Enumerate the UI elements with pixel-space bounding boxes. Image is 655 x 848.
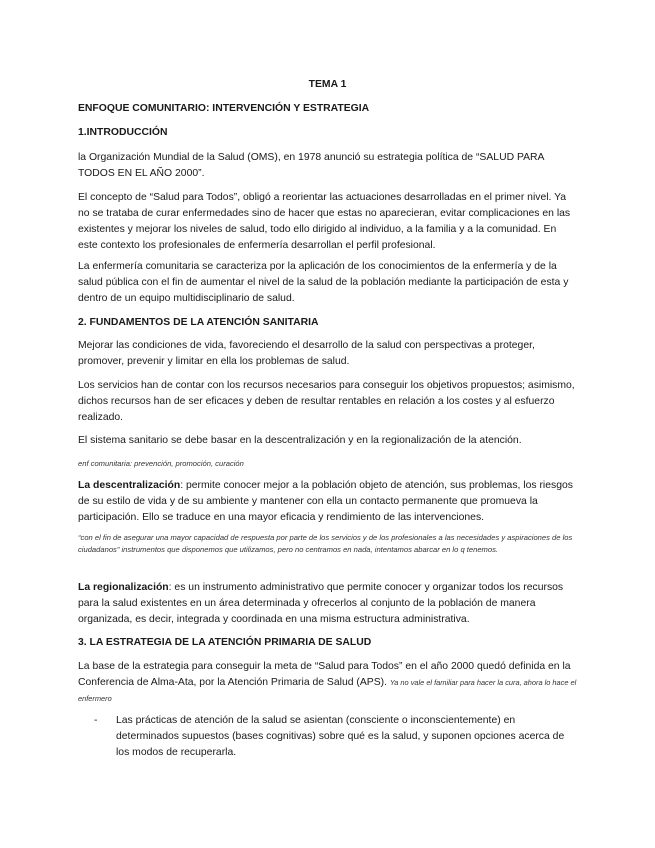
annotation-note-2: “con el fin de asegurar una mayor capacidad de respuesta por parte de los servicios y de los profesionales a las necesidades y aspiraciones de los ciudadanos” instrumentos que disponemos que utilizamos, pero no centramos en nada, intentamos abarcar en lo q tenemos. xyxy=(78,533,573,554)
section-1-paragraph-3: La enfermería comunitaria se caracteriza por la aplicación de los conocimientos de la enfermería y de la salud pública con el fin de aumentar el nivel de la salud de la población mediante la participación de esta y dentro de un equipo multidisciplinario de salud. xyxy=(78,261,569,304)
bullet-marker: - xyxy=(94,715,98,726)
section-1-heading: 1.INTRODUCCIÓN xyxy=(78,127,168,138)
document-subtitle: ENFOQUE COMUNITARIO: INTERVENCIÓN Y ESTRATEGIA xyxy=(78,103,370,114)
section-2-paragraph-2: Los servicios han de contar con los recursos necesarios para conseguir los objetivos propuestos; asimismo, dichos recursos han de ser eficaces y deben de resultar rentables en relación a los costes y al esfuerzo realizado. xyxy=(78,380,575,423)
document-title: TEMA 1 xyxy=(308,79,347,90)
regionalizacion-text: : es un instrumento administrativo que permite conocer y organizar todos los recursos para la salud existentes en un área determinada y ofrecerlos al conjunto de la población de manera organizada, es decir, integrada y coordinada en una misma estructura administrativa. xyxy=(78,582,564,625)
section-2-heading: 2. FUNDAMENTOS DE LA ATENCIÓN SANITARIA xyxy=(78,317,319,328)
section-3-paragraph-1 xyxy=(78,659,578,707)
annotation-note-3: Ya no vale el familiar para hacer la cura, ahora lo hace el enfermero xyxy=(78,678,577,703)
section-2-paragraph-3: El sistema sanitario se debe basar en la descentralización y en la regionalización de la atención. xyxy=(78,435,522,446)
section-1-paragraph-1: la Organización Mundial de la Salud (OMS), en 1978 anunció su estrategia política de “SALUD PARA TODOS EN EL AÑO 2000”. xyxy=(78,152,544,179)
section-1-paragraph-2: El concepto de “Salud para Todos”, obligó a reorientar las actuaciones desarrolladas en el primer nivel. Ya no se trataba de curar enfermedades sino de hacer que estas no aparecieran, evitar complicaciones en las existentes y mejorar los niveles de salud, todo ello dirigido al individuo, a la familia y a la comunidad. En este contexto los profesionales de enfermería desarrollan el perfil profesional. xyxy=(78,192,571,251)
annotation-note-1: enf comunitaria: prevención, promoción, curación xyxy=(78,459,244,468)
section-3-heading: 3. LA ESTRATEGIA DE LA ATENCIÓN PRIMARIA DE SALUD xyxy=(78,637,372,648)
descentralizacion-term: La descentralización xyxy=(78,480,181,491)
descentralizacion-paragraph xyxy=(78,478,578,526)
descentralizacion-text: : permite conocer mejor a la población objeto de atención, sus problemas, los riesgos de su estilo de vida y de su ambiente y mantener con ella un contacto permanente que promueva la participación. Ello se traduce en una mayor eficacia y rendimiento de las intervenciones. xyxy=(78,480,573,523)
regionalizacion-paragraph xyxy=(78,580,578,628)
section-3-paragraph-1-text: La base de la estrategia para conseguir la meta de “Salud para Todos” en el año 2000 quedó definida en la Conferencia de Alma-Ata, por la Atención Primaria de Salud (APS). xyxy=(78,661,571,688)
bullet-item-1: Las prácticas de atención de la salud se asientan (consciente o inconscientemente) en determinados supuestos (bases cognitivas) sobre qué es la salud, y suponen opciones acerca de los modos de recuperarla. xyxy=(116,715,565,758)
regionalizacion-term: La regionalización xyxy=(78,582,169,593)
section-2-paragraph-1: Mejorar las condiciones de vida, favoreciendo el desarrollo de la salud con perspectivas a proteger, promover, prevenir y limitar en ella los problemas de salud. xyxy=(78,340,535,367)
